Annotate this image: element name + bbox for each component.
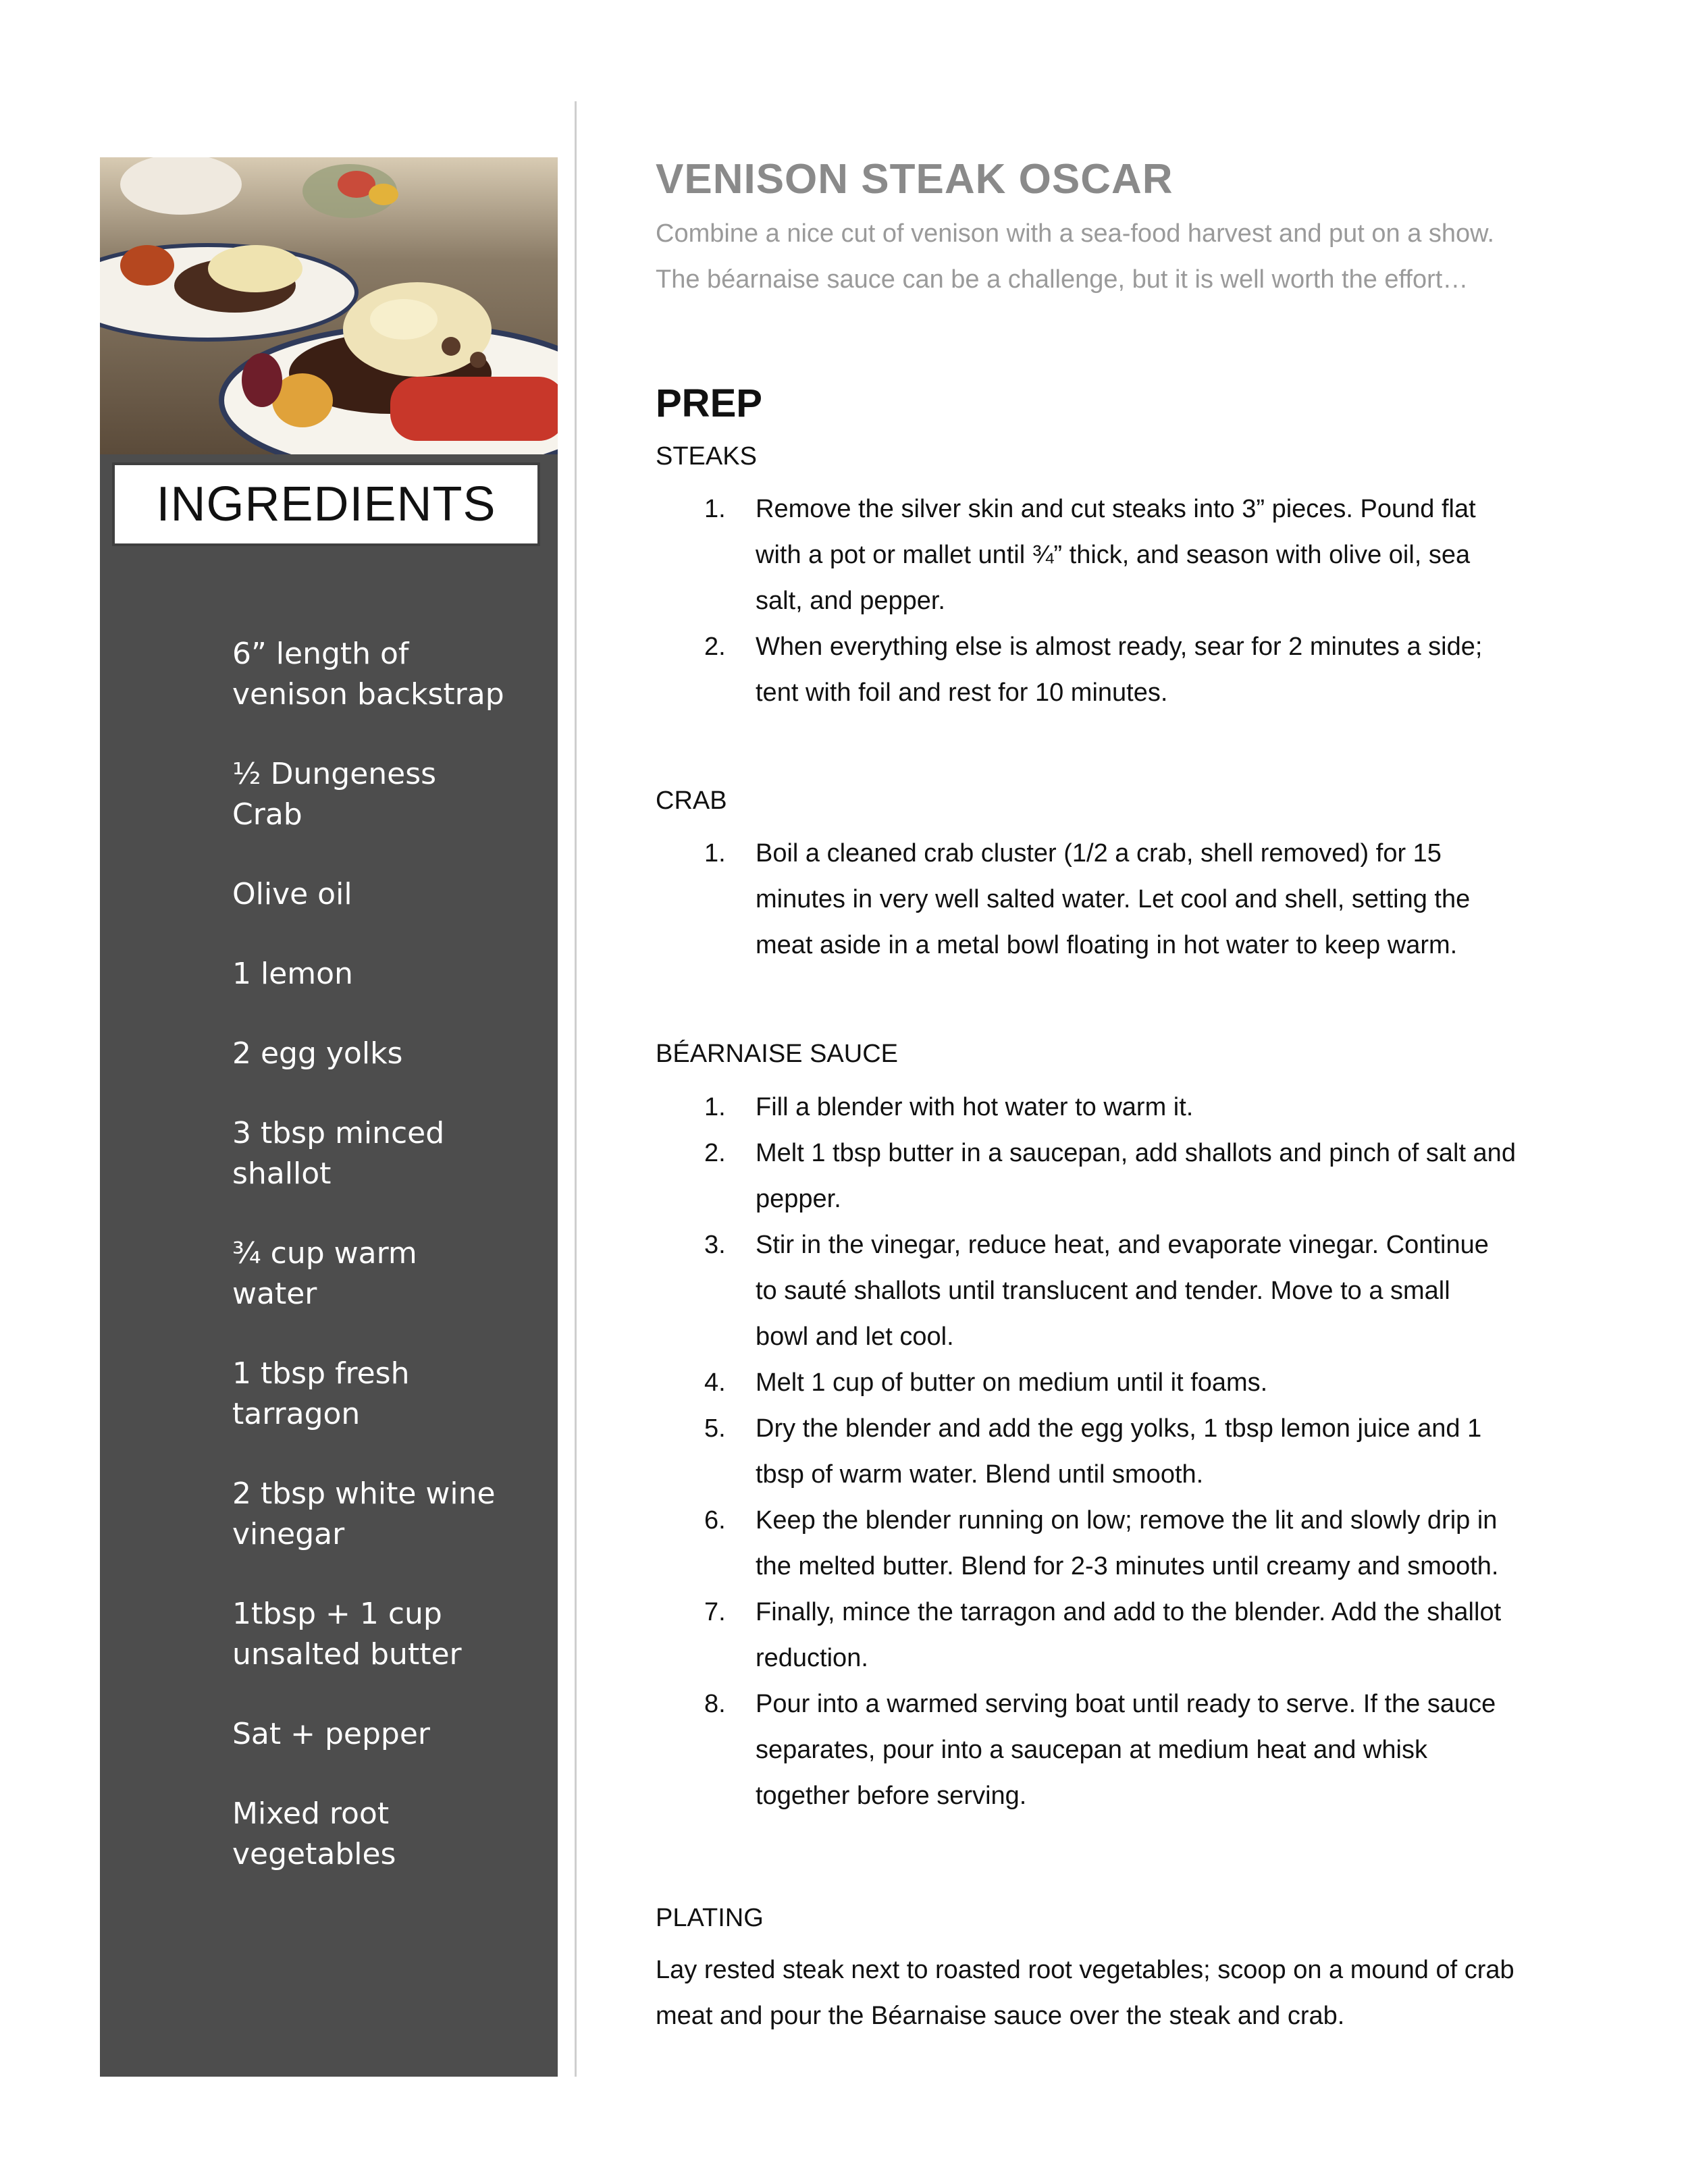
step-number: 5. (704, 1414, 726, 1443)
step-line: Melt 1 cup of butter on medium until it foams. (756, 1368, 1268, 1397)
step-line: salt, and pepper. (756, 587, 945, 615)
ingredient-line: tarragon (232, 1397, 361, 1431)
ingredient-line: ½ Dungeness (232, 757, 437, 791)
ingredients-sidebar (100, 157, 558, 2077)
step-number: 1. (704, 495, 726, 523)
step-line: tbsp of warm water. Blend until smooth. (756, 1460, 1204, 1489)
step-item (656, 1497, 1601, 1589)
section-label-steaks: STEAKS (656, 442, 757, 471)
step-line: Fill a blender with hot water to warm it. (756, 1093, 1194, 1121)
ingredient-line: vegetables (232, 1837, 396, 1871)
column-divider (575, 101, 577, 2077)
step-number: 1. (704, 839, 726, 868)
ingredient-line: Olive oil (232, 877, 352, 911)
section-label-bearnaise: BÉARNAISE SAUCE (656, 1040, 898, 1068)
step-line: Dry the blender and add the egg yolks, 1 tbsp lemon juice and 1 (756, 1414, 1482, 1443)
step-item (656, 830, 1601, 968)
ingredient-line: 1 lemon (232, 957, 353, 991)
step-line: Stir in the vinegar, reduce heat, and evaporate vinegar. Continue (756, 1231, 1489, 1259)
step-item (656, 624, 1601, 716)
step-number: 1. (704, 1093, 726, 1121)
step-item (656, 1360, 1601, 1406)
step-item (656, 1681, 1601, 1819)
ingredient-item (232, 874, 543, 915)
plating-text (656, 1947, 1601, 2039)
ingredient-item (232, 1354, 543, 1435)
bearnaise-steps (656, 1084, 1601, 1819)
ingredient-item (232, 1034, 543, 1074)
ingredient-line: 2 tbsp white wine (232, 1476, 496, 1511)
ingredient-line: unsalted butter (232, 1637, 462, 1672)
step-line: separates, pour into a saucepan at medium heat and whisk (756, 1736, 1427, 1764)
step-line: Remove the silver skin and cut steaks into 3” pieces. Pound flat (756, 495, 1476, 523)
step-number: 2. (704, 1139, 726, 1167)
step-line: Melt 1 tbsp butter in a saucepan, add shallots and pinch of salt and (756, 1139, 1516, 1167)
plating-line: meat and pour the Béarnaise sauce over the steak and crab. (656, 2002, 1345, 2030)
recipe-title: VENISON STEAK OSCAR (656, 156, 1173, 203)
step-item (656, 1130, 1601, 1222)
step-line: Finally, mince the tarragon and add to the blender. Add the shallot (756, 1598, 1502, 1626)
ingredient-item (232, 1233, 543, 1314)
ingredients-list (232, 634, 543, 1914)
step-line: with a pot or mallet until ¾” thick, and season with olive oil, sea (756, 541, 1471, 569)
step-number: 3. (704, 1231, 726, 1259)
ingredient-line: shallot (232, 1156, 332, 1191)
step-item (656, 1084, 1601, 1130)
step-line: Pour into a warmed serving boat until ready to serve. If the sauce (756, 1690, 1496, 1718)
recipe-intro-line: The béarnaise sauce can be a challenge, but it is well worth the effort… (656, 265, 1469, 294)
ingredient-line: 1 tbsp fresh (232, 1356, 410, 1391)
step-number: 2. (704, 633, 726, 661)
ingredient-line: Crab (232, 797, 302, 832)
step-number: 7. (704, 1598, 726, 1626)
step-line: the melted butter. Blend for 2-3 minutes until creamy and smooth. (756, 1552, 1499, 1580)
step-item (656, 1589, 1601, 1681)
ingredient-line: 3 tbsp minced (232, 1116, 445, 1150)
step-item (656, 1406, 1601, 1497)
step-line: minutes in very well salted water. Let cool and shell, setting the (756, 885, 1471, 913)
step-number: 6. (704, 1506, 726, 1535)
step-line: When everything else is almost ready, sear for 2 minutes a side; (756, 633, 1483, 661)
ingredient-line: 2 egg yolks (232, 1036, 403, 1071)
step-line: meat aside in a metal bowl floating in hot water to keep warm. (756, 931, 1458, 959)
step-line: reduction. (756, 1644, 868, 1672)
ingredient-item (232, 1474, 543, 1555)
ingredient-item (232, 754, 543, 835)
ingredient-line: venison backstrap (232, 677, 504, 712)
ingredient-line: Sat + pepper (232, 1717, 431, 1751)
ingredient-item (232, 1794, 543, 1875)
step-number: 8. (704, 1690, 726, 1718)
crab-steps (656, 830, 1601, 968)
ingredient-line: 1tbsp + 1 cup (232, 1597, 442, 1631)
ingredient-line: vinegar (232, 1517, 345, 1551)
ingredient-item (232, 1594, 543, 1675)
recipe-intro-line: Combine a nice cut of venison with a sea-food harvest and put on a show. (656, 219, 1495, 248)
step-line: pepper. (756, 1185, 841, 1213)
step-line: tent with foil and rest for 10 minutes. (756, 678, 1168, 707)
plated-venison-photo (100, 157, 558, 454)
prep-heading: PREP (656, 381, 762, 425)
ingredient-line: water (232, 1277, 317, 1311)
ingredient-line: Mixed root (232, 1796, 390, 1831)
ingredients-title: INGREDIENTS (156, 477, 496, 531)
ingredient-item (232, 954, 543, 994)
recipe-body (656, 149, 1601, 2030)
step-line: Boil a cleaned crab cluster (1/2 a crab, shell removed) for 15 (756, 839, 1442, 868)
steaks-steps (656, 486, 1601, 716)
ingredient-item (232, 1714, 543, 1755)
ingredient-line: ¾ cup warm (232, 1236, 417, 1271)
ingredient-item (232, 634, 543, 715)
ingredients-title-box (112, 462, 540, 546)
step-line: together before serving. (756, 1782, 1027, 1810)
step-item (656, 486, 1601, 624)
ingredient-line: 6” length of (232, 637, 409, 671)
step-line: Keep the blender running on low; remove the lit and slowly drip in (756, 1506, 1498, 1535)
section-label-crab: CRAB (656, 787, 727, 815)
step-item (656, 1222, 1601, 1360)
step-line: bowl and let cool. (756, 1323, 954, 1351)
ingredient-item (232, 1113, 543, 1194)
step-number: 4. (704, 1368, 726, 1397)
plating-line: Lay rested steak next to roasted root vegetables; scoop on a mound of crab (656, 1956, 1514, 1984)
section-label-plating: PLATING (656, 1904, 764, 1932)
step-line: to sauté shallots until translucent and tender. Move to a small (756, 1277, 1450, 1305)
